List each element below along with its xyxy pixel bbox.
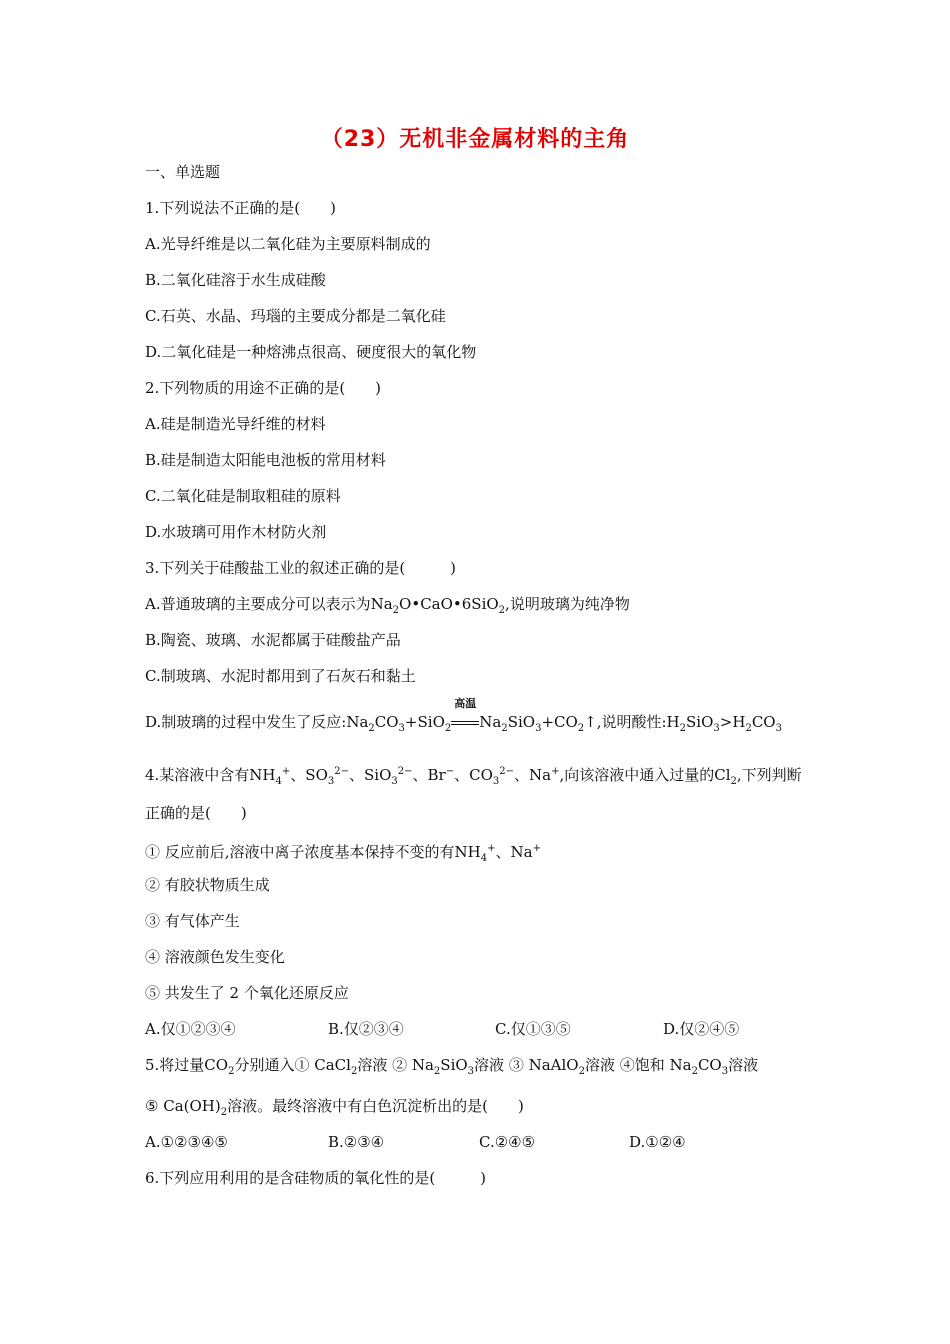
text: D.制玻璃的过程中发生了反应:Na [145,713,369,731]
question-5-stem-line2: ⑤ $Ca(OH)_2$溶液。最终溶液中有白色沉淀析出的是( ) [145,1097,524,1118]
text: 溶液 [728,1056,759,1074]
question-3-option-b: B.陶瓷、玻璃、水泥都属于硅酸盐产品 [145,631,401,649]
text: 溶液 ③ NaAlO [474,1056,579,1074]
text: 溶液 ② Na [357,1056,434,1074]
text: CO [697,1056,722,1074]
question-3-option-a: A.普通玻璃的主要成分可以表示为$Na_2O•CaO•6SiO_2$,说明玻璃为纯净物 [145,595,630,616]
text: O•CaO•6SiO [399,595,499,613]
text: 、Na [495,843,533,861]
question-5-option-a: A.①②③④⑤ [145,1133,228,1151]
statement-5: ⑤ 共发生了 2 个氧化还原反应 [145,984,349,1002]
text: 、Na [514,766,552,784]
question-3-option-c: C.制玻璃、水泥时都用到了石灰石和黏土 [145,667,416,685]
text: 溶液 ④饱和 Na [584,1056,692,1074]
text: +CO [541,713,578,731]
text: 分别通入① CaCl [234,1056,351,1074]
text: ⑤ Ca(OH) [145,1097,221,1115]
question-4-option-c: C.仅①③⑤ [495,1020,571,1038]
question-4-stem-line2: 正确的是( ) [145,804,247,822]
page-title: （23）无机非金属材料的主角 [320,127,630,152]
question-1-option-a: A.光导纤维是以二氧化硅为主要原料制成的 [145,235,431,253]
section-heading: 一、单选题 [145,163,221,181]
question-4-option-d: D.仅②④⑤ [663,1020,740,1038]
statement-4: ④ 溶液颜色发生变化 [145,948,285,966]
reaction-condition [451,697,479,732]
question-1-stem: 1.下列说法不正确的是( ) [145,199,337,217]
text: 、SiO [349,766,392,784]
double-line [451,721,479,725]
statement-2: ② 有胶状物质生成 [145,876,270,894]
question-6-stem: 6.下列应用利用的是含硅物质的氧化性的是( ) [145,1169,487,1187]
question-4-option-b: B.仅②③④ [328,1020,404,1038]
text: SiO [686,713,714,731]
text: >H [719,713,746,731]
question-3-stem: 3.下列关于硅酸盐工业的叙述正确的是( ) [145,559,457,577]
question-1-option-b: B.二氧化硅溶于水生成硅酸 [145,271,326,289]
question-2-option-c: C.二氧化硅是制取粗硅的原料 [145,487,341,505]
text: ① 反应前后,溶液中离子浓度基本保持不变的有NH [145,843,481,861]
question-5-option-b: B.②③④ [328,1133,385,1151]
question-5-option-d: D.①②④ [629,1133,686,1151]
statement-3: ③ 有气体产生 [145,912,240,930]
text: SiO [507,713,536,731]
question-3-option-d: D.制玻璃的过程中发生了反应$:Na_2CO_3+SiO_2$ 高温 $Na_2SiO_3+CO_2↑$,说明酸性$:H_2SiO_3>H_2CO_3$ [145,697,782,734]
text: ,下列判断 [736,766,802,784]
text: ↑,说明酸性:H [584,713,680,731]
text: +SiO [404,713,445,731]
question-1-option-c: C.石英、水晶、玛瑙的主要成分都是二氧化硅 [145,307,446,325]
statement-1: ① 反应前后,溶液中离子浓度基本保持不变的有$NH_4^+$、Na+ [145,843,541,864]
question-5-stem: 5.将过量$CO_2$分别通入① CaCl$_2$溶液 ② $Na_2SiO_3$溶液 ③ NaAlO$_2$溶液 ④饱和 $Na_2CO_3$溶液 [145,1056,759,1077]
question-4-option-a: A.仅①②③④ [145,1020,236,1038]
question-2-option-b: B.硅是制造太阳能电池板的常用材料 [145,451,386,469]
text: 、CO [454,766,493,784]
text: ,向该溶液中通入过量的Cl [559,766,731,784]
question-5-option-c: C.②④⑤ [479,1133,536,1151]
question-4-stem: 4.某溶液中含有$NH_4^+$、$SO_3^{2-}$、SiO$_3^{2-}$、Br−、$CO_3^{2-}$、Na+,向该溶液中通入过量的$Cl_2$,下列判断 [145,766,802,787]
question-1-option-d: D.二氧化硅是一种熔沸点很高、硬度很大的氧化物 [145,343,477,361]
text: CO [374,713,399,731]
condition-label: 高温 [454,697,477,710]
text: ,说明玻璃为纯净物 [505,595,630,613]
text: 4.某溶液中含有NH [145,766,276,784]
text: 5.将过量CO [145,1056,229,1074]
question-2-option-d: D.水玻璃可用作木材防火剂 [145,523,327,541]
text: Na [479,713,502,731]
text: 、SO [290,766,328,784]
text: SiO [440,1056,468,1074]
question-2-stem: 2.下列物质的用途不正确的是( ) [145,379,382,397]
text: A.普通玻璃的主要成分可以表示为Na [145,595,393,613]
text: CO [751,713,776,731]
text: 溶液。最终溶液中有白色沉淀析出的是( ) [227,1097,524,1115]
text: 、Br [412,766,446,784]
question-2-option-a: A.硅是制造光导纤维的材料 [145,415,326,433]
